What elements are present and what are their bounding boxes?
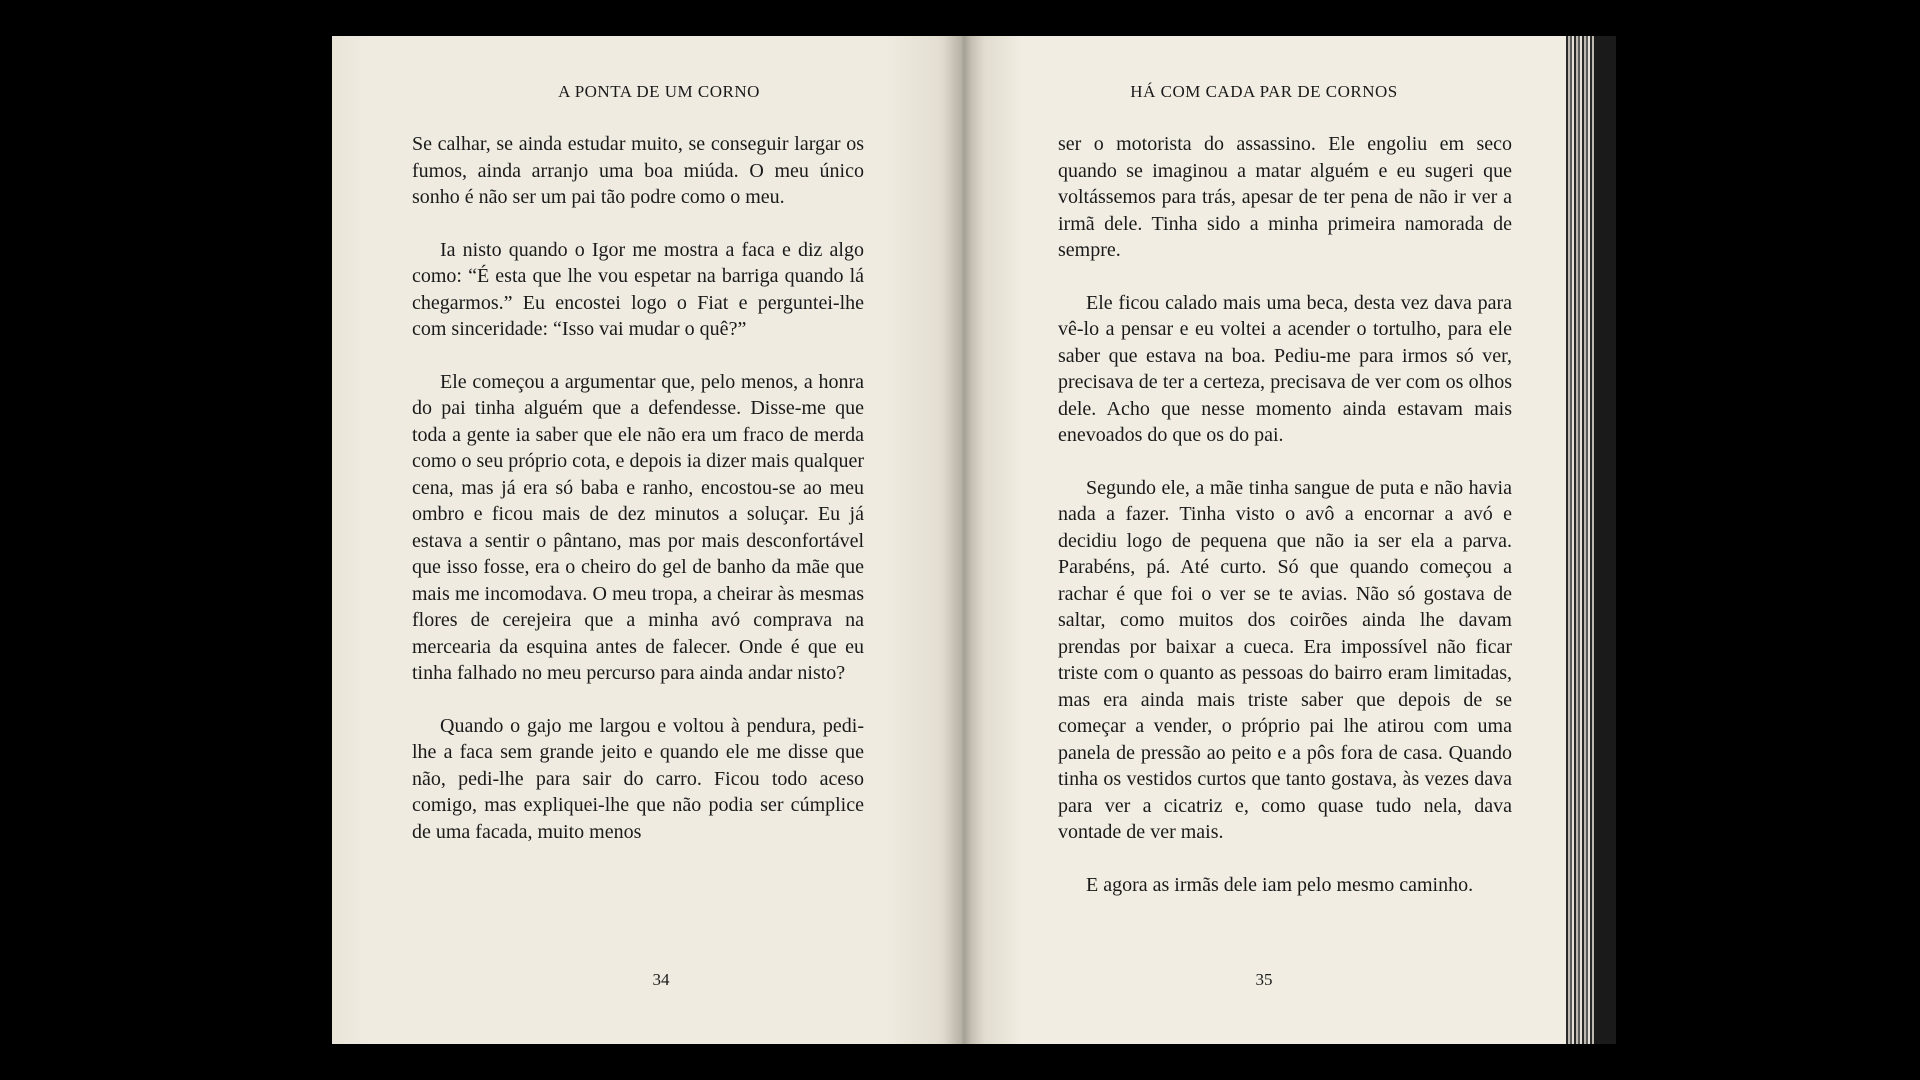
left-running-head: A PONTA DE UM CORNO xyxy=(558,82,760,101)
right-running-head: HÁ COM CADA PAR DE CORNOS xyxy=(1130,82,1398,101)
left-paragraph-4: Quando o gajo me largou e voltou à pendura, pedi-lhe a faca sem grande jeito e quando ele me disse que não, pedi-lhe para sair do carro. Ficou todo aceso comigo, mas expliquei-lhe que não podia ser cúmplice de uma facada, muito menos xyxy=(412,714,864,843)
left-paragraph-2: Ia nisto quando o Igor me mostra a faca e diz algo como: “É esta que lhe vou espetar na barriga quando lá chegarmos.” Eu encostei logo o Fiat e perguntei-lhe com sinceridade: “Isso vai mudar o quê?” xyxy=(412,238,864,340)
right-page-number: 35 xyxy=(1255,970,1273,989)
right-paragraph-4: E agora as irmãs dele iam pelo mesmo caminho. xyxy=(1086,873,1474,896)
left-page xyxy=(332,36,962,1044)
left-page-number: 34 xyxy=(652,970,670,989)
right-paragraph-3: Segundo ele, a mãe tinha sangue de puta e não havia nada a fazer. Tinha visto o avô a encornar a avó e decidiu logo de pequena que não ia ser ela a parva. Parabéns, pá. Até curto. Só que quando começou a rachar é que foi o ver se te avias. Não só gostava de saltar, como muitos dos coirões ainda lhe davam prendas por baixar a cueca. Era impossível não ficar triste com o quanto as pessoas do bairro eram limitadas, mas era ainda mais triste saber que depois de se começar a vender, o próprio pai lhe atirou com uma panela de pressão ao peito e a pôs fora de casa. Quando tinha os vestidos curtos que tanto gostava, às vezes dava para ver a cicatriz e, como quase tudo nela, dava vontade de ver mais. xyxy=(1058,476,1512,843)
left-paragraph-1: Se calhar, se ainda estudar muito, se conseguir largar os fumos, ainda arranjo uma boa miúda. O meu único sonho é não ser um pai tão podre como o meu. xyxy=(412,133,864,208)
right-text-block xyxy=(1058,131,1512,924)
right-page xyxy=(962,36,1566,1044)
book-gutter xyxy=(944,36,984,1044)
right-paragraph-1: ser o motorista do assassino. Ele engoliu em seco quando se imaginou a matar alguém e eu sugeri que voltássemos para trás, apesar de ter pena de não ir ver a irmã dele. Tinha sido a minha primeira namorada de sempre. xyxy=(1058,133,1512,261)
right-paragraph-2: Ele ficou calado mais uma beca, desta vez dava para vê-lo a pensar e eu voltei a acender o tortulho, para ele saber que estava na boa. Pediu-me para irmos só ver, precisava de ter a certeza, precisava de ver com os olhos dele. Acho que nesse momento ainda estavam mais enevoados do que os do pai. xyxy=(1058,291,1512,446)
left-text-block xyxy=(412,131,864,871)
left-paragraph-3: Ele começou a argumentar que, pelo menos, a honra do pai tinha alguém que a defendesse. Disse-me que toda a gente ia saber que ele não era um fraco de merda como o seu próprio cota, e depois ia dizer mais qualquer cena, mas já era só baba e ranho, encostou-se ao meu ombro e ficou mais de dez minutos a soluçar. Eu já estava a sentir o pântano, mas por mais desconfortável que isso fosse, era o cheiro do gel de banho da mãe que mais me incomodava. O meu tropa, a cheirar às mesmas flores de cerejeira que a minha avó comprava na mercearia da esquina antes de falecer. Onde é que eu tinha falhado no meu percurso para ainda andar nisto? xyxy=(412,370,864,684)
page-edge-shadow xyxy=(1594,36,1616,1044)
open-book xyxy=(332,36,1616,1044)
